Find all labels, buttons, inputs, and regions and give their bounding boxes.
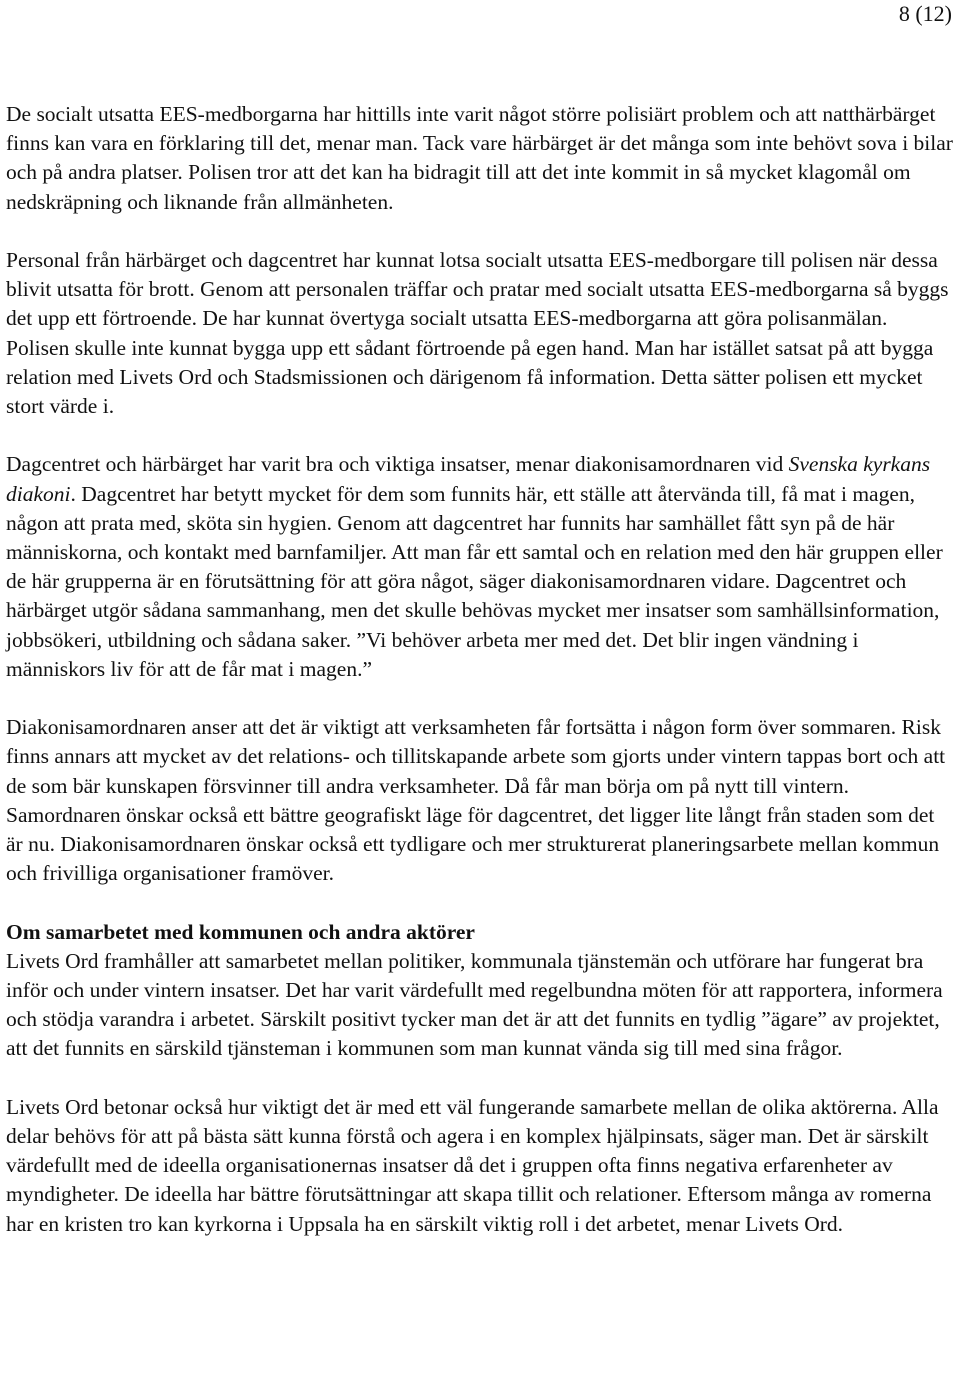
document-body: [6, 100, 954, 1268]
paragraph-diaconal-coordinator: [6, 450, 954, 684]
paragraph-police: De socialt utsatta EES-medborgarna har hittills inte varit något större polisiärt problem och att natthärbärget finns kan vara en förklaring till det, menar man. Tack vare härbärget är det många som inte behövt sova i bilar och på andra platser. Polisen tror att det kan ha bidragit till att det inte kommit in så mycket klagomål om nedskräpning och liknande från allmänheten.: [6, 102, 953, 214]
paragraph-text: . Dagcentret har betytt mycket för dem som funnits här, ett ställe att återvända till, få mat i magen, någon att prata med, sköta sin hygien. Genom att dagcentret har funnits har samhället fått syn på de här människorna, och kontakt med barnfamiljer. Att man får ett samtal och en relation med den här gruppen eller de här grupperna är en förutsättning för att göra något, säger diakonisamordnaren vidare. Dagcentret och härbärget utgör sådana sammanhang, men det skulle behövas mycket mer insatser som samhällsinformation, jobbsökeri, utbildning och sådana saker. ”Vi behöver arbeta mer med det. Det blir ingen vändning i människors liv för att de får mat i magen.”: [6, 481, 943, 681]
paragraph-text: Dagcentret och härbärget har varit bra och viktiga insatser, menar diakonisamordnaren vid: [6, 452, 789, 477]
paragraph-actors: Livets Ord betonar också hur viktigt det är med ett väl fungerande samarbete mellan de olika aktörerna. Alla delar behövs för att på bästa sätt kunna förstå och agera i en komplex hjälpinsats, säger man. Det är särskilt värdefullt med de ideella organisationernas insatser då det i gruppen ofta finns negativa erfarenheter av myndigheter. De ideella har bättre förutsättningar att skapa tillit och relationer. Eftersom många av romerna har en kristen tro kan kyrkorna i Uppsala ha en särskilt viktig roll i det arbetet, menar Livets Ord.: [6, 1094, 939, 1236]
section-heading: Om samarbetet med kommunen och andra aktörer: [6, 919, 475, 944]
page-number: 8 (12): [898, 1, 952, 26]
organization-name: Svenska kyrkans diakoni: [6, 452, 931, 506]
paragraph-cooperation: Livets Ord framhåller att samarbetet mellan politiker, kommunala tjänstemän och utförare har fungerat bra inför och under vintern insatser. Det har varit värdefullt med regelbundna möten för att rapportera, informera och stödja varandra i arbetet. Särskilt positivt tycker man det är att det funnits en tydlig ”ägare” av projektet, att det funnits en särskild tjänsteman i kommunen som man kunnat vända sig till med sina frågor.: [6, 948, 943, 1061]
paragraph-summer-continuation: Diakonisamordnaren anser att det är viktigt att verksamheten får fortsätta i någon form över sommaren. Risk finns annars att mycket av det relations- och tillitskapande arbete som gjorts under vintern tappas bort och att de som bär kunskapen försvinner till andra verksamheter. Då får man börja om på nytt till vintern. Samordnaren önskar också ett bättre geografiskt läge för dagcentret, det ligger lite långt från staden som det är nu. Diakonisamordnaren önskar också ett tydligare och mer strukturerat planeringsarbete mellan kommun och frivilliga organisationer framöver.: [6, 715, 946, 886]
paragraph-staff-trust: Personal från härbärget och dagcentret har kunnat lotsa socialt utsatta EES-medborgare till polisen när dessa blivit utsatta för brott. Genom att personalen träffar och pratar med socialt utsatta EES-medborgarna så byggs det upp ett förtroende. De har kunnat övertyga socialt utsatta EES-medborgarna att göra polisanmälan. Polisen skulle inte kunnat bygga upp ett sådant förtroende på egen hand. Man har istället satsat på att bygga relation med Livets Ord och Stadsmissionen och därigenom få information. Detta sätter polisen ett mycket stort värde i.: [6, 248, 949, 419]
